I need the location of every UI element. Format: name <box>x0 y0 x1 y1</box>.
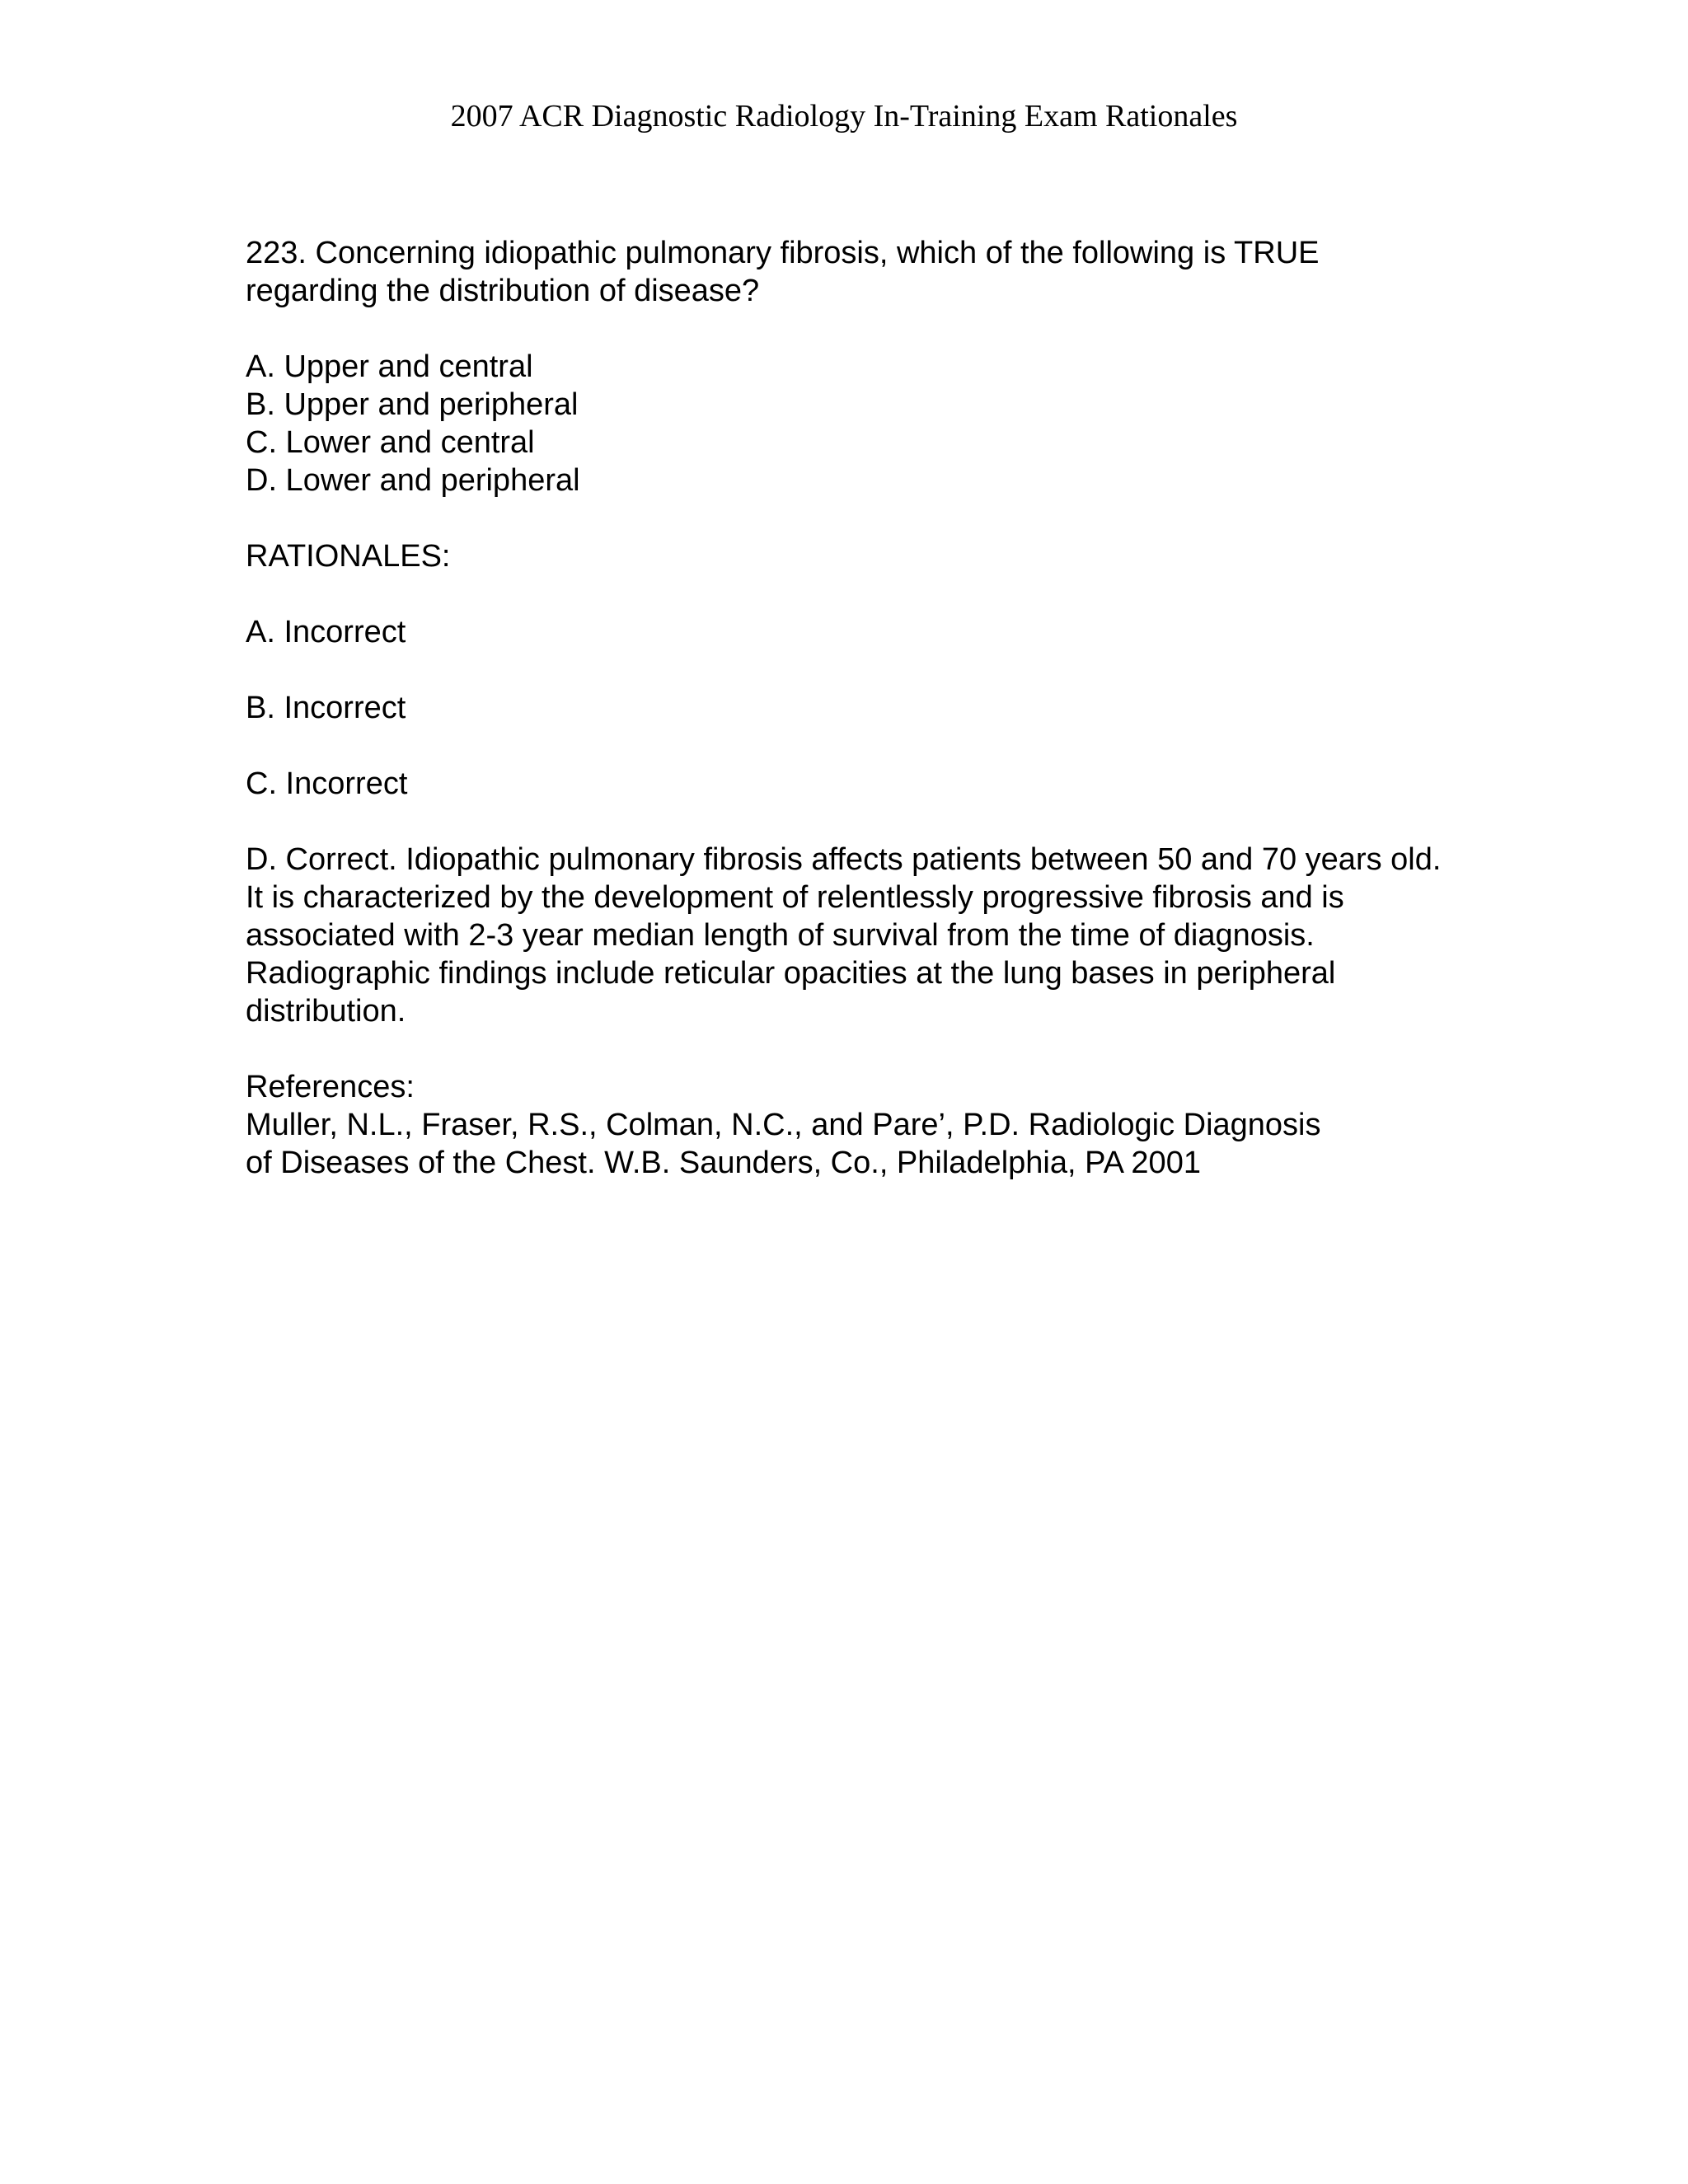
document-body <box>246 234 1531 1182</box>
rationale-d-line: It is characterized by the development of relentlessly progressive fibrosis and is <box>246 880 1344 915</box>
rationale-c: C. Incorrect <box>246 766 408 801</box>
rationale-d-line: D. Correct. Idiopathic pulmonary fibrosis affects patients between 50 and 70 years old. <box>246 842 1442 877</box>
reference-line: of Diseases of the Chest. W.B. Saunders, Co., Philadelphia, PA 2001 <box>246 1146 1201 1180</box>
rationale-d-line: Radiographic findings include reticular opacities at the lung bases in peripheral <box>246 956 1336 991</box>
rationale-a: A. Incorrect <box>246 615 406 649</box>
page-header-title: 2007 ACR Diagnostic Radiology In-Training Exam Rationales <box>450 99 1238 134</box>
spacer <box>246 1030 1531 1068</box>
rationale-d <box>246 841 1531 1030</box>
references-block <box>246 1068 1531 1182</box>
question-block <box>246 234 1531 310</box>
spacer <box>246 575 1531 613</box>
spacer <box>246 499 1531 537</box>
rationales-heading: RATIONALES: <box>246 539 451 574</box>
rationale-d-line: associated with 2-3 year median length of survival from the time of diagnosis. <box>246 918 1315 953</box>
question-text-line: 223. Concerning idiopathic pulmonary fibrosis, which of the following is TRUE <box>246 236 1320 270</box>
option-d: D. Lower and peripheral <box>246 463 580 498</box>
spacer <box>246 727 1531 765</box>
option-b: B. Upper and peripheral <box>246 387 579 422</box>
rationale-b: B. Incorrect <box>246 691 406 725</box>
spacer <box>246 310 1531 348</box>
spacer <box>246 803 1531 841</box>
rationale-d-line: distribution. <box>246 994 406 1029</box>
option-a: A. Upper and central <box>246 349 533 384</box>
reference-line: Muller, N.L., Fraser, R.S., Colman, N.C., and Pare’, P.D. Radiologic Diagnosis <box>246 1108 1321 1142</box>
question-text-line: regarding the distribution of disease? <box>246 274 760 308</box>
answer-options <box>246 348 1531 499</box>
references-heading: References: <box>246 1070 415 1104</box>
option-c: C. Lower and central <box>246 425 535 460</box>
spacer <box>246 651 1531 689</box>
